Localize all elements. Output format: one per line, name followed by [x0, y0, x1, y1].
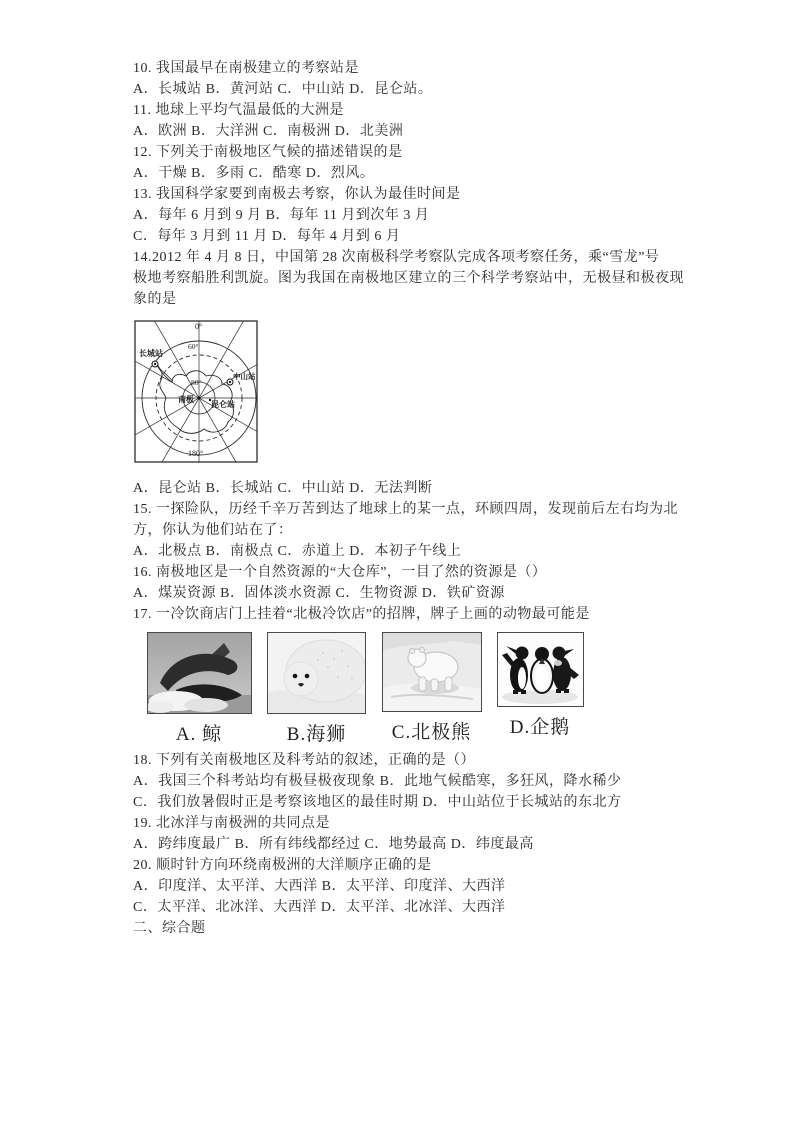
question-11-options: A．欧洲 B．大洋洲 C．南极洲 D．北美洲	[133, 124, 404, 139]
question-20-options-cd: C．太平洋、北冰洋、大西洋 D．太平洋、北冰洋、大西洋	[133, 900, 506, 915]
label-60-deg: 60°	[188, 342, 199, 351]
question-13-options-cd: C．每年 3 月到 11 月 D．每年 4 月到 6 月	[133, 229, 401, 244]
question-16: 16. 南极地区是一个自然资源的“大仓库”，一目了然的资源是（）	[133, 565, 547, 580]
animal-figures-row	[138, 632, 678, 748]
question-14-text-1: 14.2012 年 4 月 8 日，中国第 28 次南极科学考察队完成各项考察任务，乘“雪龙”号	[133, 250, 660, 265]
question-20: 20. 顺时针方向环绕南极洲的大洋顺序正确的是	[133, 858, 432, 873]
question-19: 19. 北冰洋与南极洲的共同点是	[133, 816, 330, 831]
question-14-text-2: 极地考察船胜利凯旋。图为我国在南极地区建立的三个科学考察站中，无极昼和极夜现	[133, 271, 684, 286]
figure-sea-lion-label: B.海狮	[286, 724, 347, 745]
question-10-options: A．长城站 B．黄河站 C．中山站 D．昆仑站。	[133, 82, 433, 97]
whale-image	[147, 632, 252, 714]
exam-content	[133, 58, 684, 939]
question-14-text-3: 象的是	[133, 292, 177, 307]
figure-polar-bear	[373, 632, 490, 746]
question-18-options-ab: A．我国三个科考站均有极昼极夜现象 B．此地气候酷寒，多狂风，降水稀少	[133, 774, 622, 789]
label-changcheng-station: 长城站	[139, 349, 163, 358]
figure-sea-lion	[260, 632, 373, 748]
polar-bear-image	[382, 632, 482, 712]
question-13: 13. 我国科学家要到南极去考察，你认为最佳时间是	[133, 187, 461, 202]
label-80-deg: 80°	[191, 378, 202, 387]
question-12: 12. 下列关于南极地区气候的描述错误的是	[133, 145, 403, 160]
question-18-options-cd: C．我们放暑假时正是考察该地区的最佳时期 D．中山站位于长城站的东北方	[133, 795, 622, 810]
question-15-text-1: 15. 一探险队，历经千辛万苦到达了地球上的某一点，环顾四周，发现前后左右均为北	[133, 502, 678, 517]
antarctica-map-figure	[133, 318, 261, 466]
sea-lion-image	[267, 632, 366, 714]
question-19-options: A．跨纬度最广 B．所有纬线都经过 C．地势最高 D．纬度最高	[133, 837, 534, 852]
label-180-deg: 180°	[188, 449, 204, 458]
figure-polar-bear-label: C.北极熊	[391, 722, 472, 743]
question-17: 17. 一冷饮商店门上挂着“北极冷饮店”的招牌，牌子上画的动物最可能是	[133, 607, 590, 622]
antarctica-map	[133, 318, 261, 466]
figure-whale	[138, 632, 260, 748]
question-10: 10. 我国最早在南极建立的考察站是	[133, 61, 359, 76]
question-20-options-ab: A．印度洋、太平洋、大西洋 B．太平洋、印度洋、大西洋	[133, 879, 506, 894]
question-13-options-ab: A．每年 6 月到 9 月 B．每年 11 月到次年 3 月	[133, 208, 430, 223]
section-2-header: 二、综合题	[133, 921, 206, 936]
question-18: 18. 下列有关南极地区及科考站的叙述，正确的是（）	[133, 753, 475, 768]
label-0-deg: 0°	[195, 322, 203, 331]
question-14-options: A．昆仑站 B．长城站 C．中山站 D．无法判断	[133, 481, 433, 496]
question-12-options: A．干燥 B．多雨 C．酷寒 D．烈风。	[133, 166, 375, 181]
figure-whale-label: A. 鲸	[175, 724, 223, 745]
figure-penguin	[490, 632, 590, 741]
question-15-text-2: 方，你认为他们站在了：	[133, 523, 293, 538]
figure-penguin-label: D.企鹅	[509, 717, 571, 738]
label-kunlun-station: 昆仑站	[211, 400, 235, 409]
south-pole-point	[198, 397, 201, 400]
label-zhongshan-station: 中山站	[233, 372, 256, 381]
question-15-options: A．北极点 B．南极点 C．赤道上 D．本初子午线上	[133, 544, 462, 559]
question-11: 11. 地球上平均气温最低的大洲是	[133, 103, 344, 118]
question-16-options: A．煤炭资源 B．固体淡水资源 C．生物资源 D．铁矿资源	[133, 586, 505, 601]
label-south-pole: 南极	[178, 395, 194, 404]
penguin-image	[497, 632, 584, 707]
